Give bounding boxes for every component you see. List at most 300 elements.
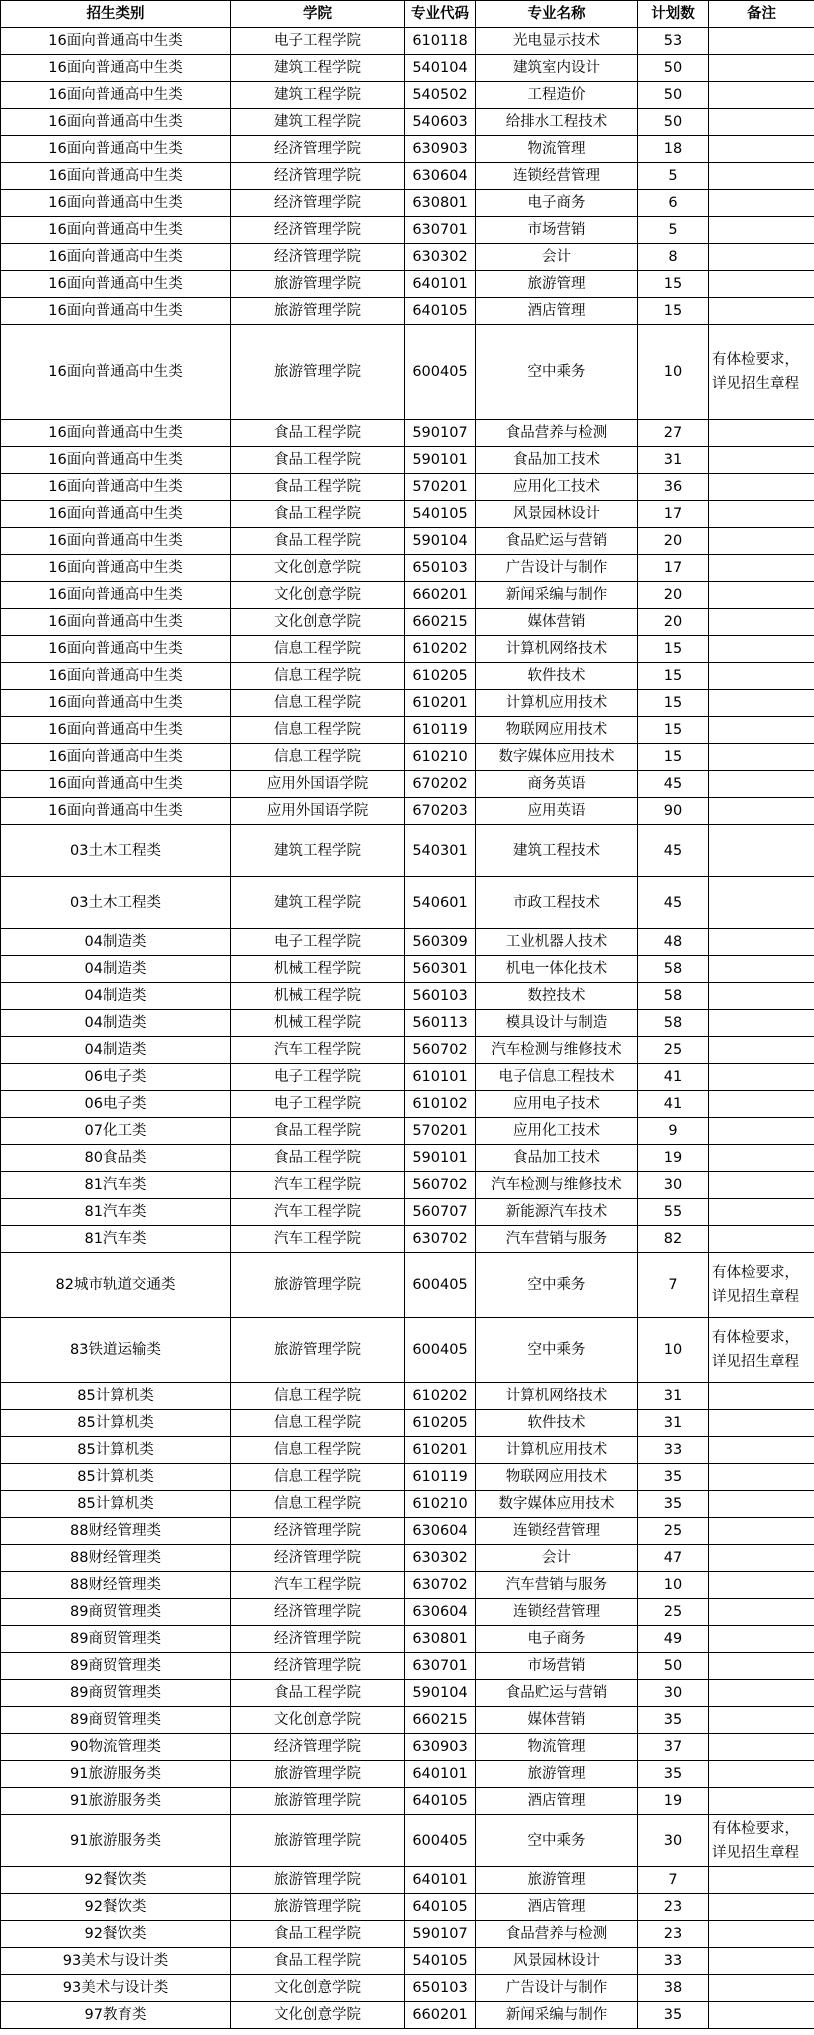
plan-count-cell: 48 <box>638 929 709 956</box>
table-row <box>1 1437 814 1464</box>
major-name-cell: 建筑室内设计 <box>476 55 638 82</box>
major-name-cell: 广告设计与制作 <box>476 555 638 582</box>
table-row <box>1 447 814 474</box>
major-code-cell: 640101 <box>405 1761 476 1788</box>
college-cell: 文化创意学院 <box>231 2002 405 2029</box>
remarks-cell <box>709 501 814 528</box>
table-row <box>1 528 814 555</box>
table-row <box>1 717 814 744</box>
plan-count-cell: 49 <box>638 1626 709 1653</box>
major-name-cell: 电子商务 <box>476 1626 638 1653</box>
major-code-cell: 660201 <box>405 2002 476 2029</box>
major-code-cell: 610205 <box>405 663 476 690</box>
major-code-cell: 630604 <box>405 1599 476 1626</box>
category-cell: 88财经管理类 <box>1 1545 231 1572</box>
table-row <box>1 1867 814 1894</box>
remarks-cell <box>709 1572 814 1599</box>
table-row <box>1 771 814 798</box>
major-name-cell: 模具设计与制造 <box>476 1010 638 1037</box>
major-code-cell: 560707 <box>405 1199 476 1226</box>
college-cell: 汽车工程学院 <box>231 1172 405 1199</box>
remarks-cell <box>709 1172 814 1199</box>
college-cell: 电子工程学院 <box>231 1091 405 1118</box>
college-cell: 信息工程学院 <box>231 663 405 690</box>
remarks-cell <box>709 1761 814 1788</box>
plan-count-cell: 45 <box>638 825 709 877</box>
plan-count-cell: 45 <box>638 771 709 798</box>
major-code-cell: 570201 <box>405 474 476 501</box>
remarks-cell <box>709 1383 814 1410</box>
remarks-cell <box>709 929 814 956</box>
college-cell: 经济管理学院 <box>231 217 405 244</box>
remarks-cell <box>709 1680 814 1707</box>
category-cell: 16面向普通高中生类 <box>1 217 231 244</box>
major-code-cell: 600405 <box>405 325 476 420</box>
major-name-cell: 市场营销 <box>476 217 638 244</box>
major-code-cell: 600405 <box>405 1253 476 1318</box>
major-name-cell: 空中乘务 <box>476 1318 638 1383</box>
table-row <box>1 1921 814 1948</box>
college-cell: 旅游管理学院 <box>231 271 405 298</box>
major-code-cell: 610119 <box>405 717 476 744</box>
category-cell: 91旅游服务类 <box>1 1788 231 1815</box>
category-cell: 16面向普通高中生类 <box>1 501 231 528</box>
major-name-cell: 应用化工技术 <box>476 1118 638 1145</box>
plan-count-cell: 20 <box>638 609 709 636</box>
major-name-cell: 计算机网络技术 <box>476 1383 638 1410</box>
table-row <box>1 82 814 109</box>
major-name-cell: 给排水工程技术 <box>476 109 638 136</box>
college-cell: 食品工程学院 <box>231 1118 405 1145</box>
category-cell: 04制造类 <box>1 1010 231 1037</box>
major-name-cell: 食品贮运与营销 <box>476 528 638 555</box>
table-row <box>1 555 814 582</box>
remarks-cell <box>709 1707 814 1734</box>
college-cell: 旅游管理学院 <box>231 1788 405 1815</box>
plan-count-cell: 90 <box>638 798 709 825</box>
table-row <box>1 1318 814 1383</box>
plan-count-cell: 35 <box>638 1707 709 1734</box>
remarks-cell <box>709 82 814 109</box>
college-cell: 应用外国语学院 <box>231 798 405 825</box>
plan-count-cell: 10 <box>638 1318 709 1383</box>
remarks-cell <box>709 271 814 298</box>
header-major-code: 专业代码 <box>405 1 476 28</box>
major-code-cell: 670202 <box>405 771 476 798</box>
college-cell: 食品工程学院 <box>231 1145 405 1172</box>
major-code-cell: 560103 <box>405 983 476 1010</box>
table-row <box>1 956 814 983</box>
remarks-cell <box>709 663 814 690</box>
category-cell: 16面向普通高中生类 <box>1 717 231 744</box>
major-code-cell: 630604 <box>405 163 476 190</box>
category-cell: 16面向普通高中生类 <box>1 609 231 636</box>
major-code-cell: 610201 <box>405 1437 476 1464</box>
table-row <box>1 1037 814 1064</box>
table-row <box>1 55 814 82</box>
college-cell: 电子工程学院 <box>231 929 405 956</box>
plan-count-cell: 23 <box>638 1921 709 1948</box>
major-code-cell: 660215 <box>405 609 476 636</box>
remarks-cell <box>709 28 814 55</box>
table-row <box>1 271 814 298</box>
major-code-cell: 590104 <box>405 1680 476 1707</box>
major-code-cell: 630801 <box>405 190 476 217</box>
category-cell: 16面向普通高中生类 <box>1 244 231 271</box>
college-cell: 信息工程学院 <box>231 636 405 663</box>
table-row <box>1 582 814 609</box>
plan-count-cell: 36 <box>638 474 709 501</box>
remarks-cell <box>709 744 814 771</box>
remarks-cell <box>709 582 814 609</box>
major-name-cell: 风景园林设计 <box>476 1948 638 1975</box>
college-cell: 汽车工程学院 <box>231 1199 405 1226</box>
major-code-cell: 630302 <box>405 244 476 271</box>
plan-count-cell: 19 <box>638 1788 709 1815</box>
plan-count-cell: 50 <box>638 109 709 136</box>
table-row <box>1 1172 814 1199</box>
category-cell: 16面向普通高中生类 <box>1 28 231 55</box>
major-name-cell: 空中乘务 <box>476 1253 638 1318</box>
major-name-cell: 会计 <box>476 244 638 271</box>
college-cell: 食品工程学院 <box>231 1948 405 1975</box>
category-cell: 88财经管理类 <box>1 1518 231 1545</box>
major-name-cell: 新能源汽车技术 <box>476 1199 638 1226</box>
major-code-cell: 630903 <box>405 136 476 163</box>
college-cell: 食品工程学院 <box>231 501 405 528</box>
major-code-cell: 540601 <box>405 877 476 929</box>
remarks-cell <box>709 1491 814 1518</box>
major-code-cell: 610202 <box>405 1383 476 1410</box>
category-cell: 16面向普通高中生类 <box>1 744 231 771</box>
category-cell: 89商贸管理类 <box>1 1653 231 1680</box>
college-cell: 经济管理学院 <box>231 1545 405 1572</box>
major-code-cell: 610205 <box>405 1410 476 1437</box>
college-cell: 食品工程学院 <box>231 1680 405 1707</box>
table-row <box>1 1761 814 1788</box>
table-row <box>1 877 814 929</box>
major-name-cell: 旅游管理 <box>476 271 638 298</box>
plan-count-cell: 35 <box>638 1491 709 1518</box>
remarks-cell <box>709 474 814 501</box>
category-cell: 16面向普通高中生类 <box>1 271 231 298</box>
college-cell: 旅游管理学院 <box>231 1253 405 1318</box>
category-cell: 07化工类 <box>1 1118 231 1145</box>
remarks-cell <box>709 109 814 136</box>
table-row <box>1 1410 814 1437</box>
header-plan-count: 计划数 <box>638 1 709 28</box>
major-name-cell: 商务英语 <box>476 771 638 798</box>
major-name-cell: 酒店管理 <box>476 1788 638 1815</box>
major-code-cell: 650103 <box>405 1975 476 2002</box>
major-name-cell: 风景园林设计 <box>476 501 638 528</box>
major-name-cell: 软件技术 <box>476 1410 638 1437</box>
major-code-cell: 560702 <box>405 1037 476 1064</box>
major-name-cell: 电子信息工程技术 <box>476 1064 638 1091</box>
category-cell: 04制造类 <box>1 983 231 1010</box>
plan-count-cell: 15 <box>638 298 709 325</box>
major-code-cell: 610210 <box>405 744 476 771</box>
plan-count-cell: 58 <box>638 983 709 1010</box>
major-name-cell: 机电一体化技术 <box>476 956 638 983</box>
major-name-cell: 工业机器人技术 <box>476 929 638 956</box>
college-cell: 食品工程学院 <box>231 528 405 555</box>
major-name-cell: 计算机应用技术 <box>476 690 638 717</box>
plan-count-cell: 30 <box>638 1815 709 1867</box>
college-cell: 信息工程学院 <box>231 744 405 771</box>
category-cell: 04制造类 <box>1 956 231 983</box>
major-name-cell: 食品营养与检测 <box>476 1921 638 1948</box>
remarks-cell: 有体检要求，详见招生章程 <box>709 1815 814 1867</box>
major-code-cell: 640105 <box>405 1894 476 1921</box>
major-code-cell: 610201 <box>405 690 476 717</box>
major-name-cell: 物联网应用技术 <box>476 717 638 744</box>
college-cell: 旅游管理学院 <box>231 325 405 420</box>
category-cell: 91旅游服务类 <box>1 1815 231 1867</box>
table-row <box>1 1707 814 1734</box>
header-category: 招生类别 <box>1 1 231 28</box>
category-cell: 89商贸管理类 <box>1 1599 231 1626</box>
major-name-cell: 连锁经营管理 <box>476 1518 638 1545</box>
plan-count-cell: 17 <box>638 555 709 582</box>
remarks-cell <box>709 825 814 877</box>
table-row <box>1 109 814 136</box>
major-code-cell: 590107 <box>405 1921 476 1948</box>
plan-count-cell: 18 <box>638 136 709 163</box>
remarks-cell <box>709 190 814 217</box>
category-cell: 89商贸管理类 <box>1 1626 231 1653</box>
major-code-cell: 590107 <box>405 420 476 447</box>
major-code-cell: 660201 <box>405 582 476 609</box>
table-row <box>1 744 814 771</box>
college-cell: 旅游管理学院 <box>231 298 405 325</box>
college-cell: 食品工程学院 <box>231 420 405 447</box>
category-cell: 16面向普通高中生类 <box>1 136 231 163</box>
table-row <box>1 1734 814 1761</box>
major-name-cell: 食品贮运与营销 <box>476 1680 638 1707</box>
table-row <box>1 1680 814 1707</box>
college-cell: 经济管理学院 <box>231 1653 405 1680</box>
plan-count-cell: 25 <box>638 1518 709 1545</box>
major-code-cell: 600405 <box>405 1318 476 1383</box>
category-cell: 89商贸管理类 <box>1 1680 231 1707</box>
remarks-cell <box>709 1948 814 1975</box>
category-cell: 04制造类 <box>1 1037 231 1064</box>
major-code-cell: 640105 <box>405 298 476 325</box>
college-cell: 旅游管理学院 <box>231 1867 405 1894</box>
major-name-cell: 工程造价 <box>476 82 638 109</box>
table-row <box>1 474 814 501</box>
category-cell: 85计算机类 <box>1 1410 231 1437</box>
remarks-cell: 有体检要求，详见招生章程 <box>709 325 814 420</box>
college-cell: 信息工程学院 <box>231 1437 405 1464</box>
plan-count-cell: 15 <box>638 744 709 771</box>
table-row <box>1 244 814 271</box>
college-cell: 机械工程学院 <box>231 956 405 983</box>
major-name-cell: 食品加工技术 <box>476 1145 638 1172</box>
category-cell: 80食品类 <box>1 1145 231 1172</box>
remarks-cell <box>709 1975 814 2002</box>
header-row <box>1 1 814 28</box>
category-cell: 93美术与设计类 <box>1 1948 231 1975</box>
major-name-cell: 酒店管理 <box>476 298 638 325</box>
table-row <box>1 636 814 663</box>
plan-count-cell: 15 <box>638 717 709 744</box>
table-row <box>1 663 814 690</box>
major-code-cell: 590104 <box>405 528 476 555</box>
major-name-cell: 数控技术 <box>476 983 638 1010</box>
remarks-cell <box>709 771 814 798</box>
table-row <box>1 325 814 420</box>
category-cell: 16面向普通高中生类 <box>1 690 231 717</box>
category-cell: 89商贸管理类 <box>1 1707 231 1734</box>
college-cell: 食品工程学院 <box>231 1921 405 1948</box>
table-row <box>1 1010 814 1037</box>
college-cell: 经济管理学院 <box>231 163 405 190</box>
major-code-cell: 540502 <box>405 82 476 109</box>
major-name-cell: 光电显示技术 <box>476 28 638 55</box>
remarks-cell <box>709 217 814 244</box>
plan-count-cell: 58 <box>638 1010 709 1037</box>
category-cell: 91旅游服务类 <box>1 1761 231 1788</box>
category-cell: 85计算机类 <box>1 1464 231 1491</box>
plan-count-cell: 37 <box>638 1734 709 1761</box>
plan-count-cell: 58 <box>638 956 709 983</box>
major-name-cell: 新闻采编与制作 <box>476 582 638 609</box>
table-row <box>1 136 814 163</box>
category-cell: 81汽车类 <box>1 1199 231 1226</box>
remarks-cell <box>709 1518 814 1545</box>
header-college: 学院 <box>231 1 405 28</box>
table-row <box>1 1064 814 1091</box>
table-row <box>1 1145 814 1172</box>
plan-count-cell: 55 <box>638 1199 709 1226</box>
category-cell: 97教育类 <box>1 2002 231 2029</box>
major-code-cell: 560309 <box>405 929 476 956</box>
major-name-cell: 软件技术 <box>476 663 638 690</box>
major-code-cell: 630801 <box>405 1626 476 1653</box>
table-row <box>1 1815 814 1867</box>
remarks-cell <box>709 163 814 190</box>
college-cell: 旅游管理学院 <box>231 1815 405 1867</box>
table-row <box>1 1199 814 1226</box>
remarks-cell <box>709 244 814 271</box>
plan-count-cell: 8 <box>638 244 709 271</box>
college-cell: 经济管理学院 <box>231 1734 405 1761</box>
category-cell: 16面向普通高中生类 <box>1 528 231 555</box>
category-cell: 92餐饮类 <box>1 1894 231 1921</box>
table-row <box>1 983 814 1010</box>
major-name-cell: 应用英语 <box>476 798 638 825</box>
college-cell: 旅游管理学院 <box>231 1318 405 1383</box>
plan-count-cell: 38 <box>638 1975 709 2002</box>
college-cell: 食品工程学院 <box>231 474 405 501</box>
major-code-cell: 630701 <box>405 217 476 244</box>
major-name-cell: 计算机应用技术 <box>476 1437 638 1464</box>
major-name-cell: 应用化工技术 <box>476 474 638 501</box>
major-code-cell: 630604 <box>405 1518 476 1545</box>
major-name-cell: 空中乘务 <box>476 1815 638 1867</box>
remarks-cell <box>709 717 814 744</box>
major-code-cell: 590101 <box>405 447 476 474</box>
college-cell: 经济管理学院 <box>231 1518 405 1545</box>
major-code-cell: 540104 <box>405 55 476 82</box>
major-name-cell: 汽车检测与维修技术 <box>476 1037 638 1064</box>
plan-count-cell: 31 <box>638 447 709 474</box>
college-cell: 建筑工程学院 <box>231 109 405 136</box>
table-row <box>1 1518 814 1545</box>
plan-count-cell: 15 <box>638 636 709 663</box>
category-cell: 16面向普通高中生类 <box>1 555 231 582</box>
major-code-cell: 590101 <box>405 1145 476 1172</box>
plan-count-cell: 10 <box>638 325 709 420</box>
table-row <box>1 1118 814 1145</box>
college-cell: 建筑工程学院 <box>231 82 405 109</box>
category-cell: 16面向普通高中生类 <box>1 798 231 825</box>
college-cell: 机械工程学院 <box>231 983 405 1010</box>
remarks-cell <box>709 1921 814 1948</box>
major-code-cell: 670203 <box>405 798 476 825</box>
remarks-cell <box>709 1437 814 1464</box>
major-code-cell: 610118 <box>405 28 476 55</box>
major-code-cell: 600405 <box>405 1815 476 1867</box>
plan-count-cell: 31 <box>638 1383 709 1410</box>
plan-count-cell: 50 <box>638 1653 709 1680</box>
category-cell: 16面向普通高中生类 <box>1 325 231 420</box>
table-row <box>1 1545 814 1572</box>
plan-count-cell: 50 <box>638 55 709 82</box>
remarks-cell <box>709 1118 814 1145</box>
remarks-cell <box>709 1734 814 1761</box>
table-row <box>1 690 814 717</box>
major-code-cell: 540301 <box>405 825 476 877</box>
major-name-cell: 空中乘务 <box>476 325 638 420</box>
table-row <box>1 798 814 825</box>
major-code-cell: 650103 <box>405 555 476 582</box>
table-row <box>1 420 814 447</box>
table-row <box>1 1599 814 1626</box>
category-cell: 88财经管理类 <box>1 1572 231 1599</box>
plan-count-cell: 30 <box>638 1680 709 1707</box>
major-name-cell: 物流管理 <box>476 136 638 163</box>
college-cell: 经济管理学院 <box>231 190 405 217</box>
plan-count-cell: 47 <box>638 1545 709 1572</box>
major-name-cell: 媒体营销 <box>476 1707 638 1734</box>
category-cell: 92餐饮类 <box>1 1921 231 1948</box>
college-cell: 信息工程学院 <box>231 717 405 744</box>
major-code-cell: 540603 <box>405 109 476 136</box>
category-cell: 16面向普通高中生类 <box>1 636 231 663</box>
major-code-cell: 630302 <box>405 1545 476 1572</box>
remarks-cell <box>709 798 814 825</box>
major-name-cell: 数字媒体应用技术 <box>476 1491 638 1518</box>
major-code-cell: 630701 <box>405 1653 476 1680</box>
plan-count-cell: 25 <box>638 1599 709 1626</box>
table-row <box>1 825 814 877</box>
table-body <box>1 28 814 2029</box>
category-cell: 16面向普通高中生类 <box>1 582 231 609</box>
plan-count-cell: 31 <box>638 1410 709 1437</box>
major-name-cell: 应用电子技术 <box>476 1091 638 1118</box>
category-cell: 16面向普通高中生类 <box>1 190 231 217</box>
plan-count-cell: 20 <box>638 582 709 609</box>
table-row <box>1 298 814 325</box>
remarks-cell <box>709 1145 814 1172</box>
major-code-cell: 610119 <box>405 1464 476 1491</box>
plan-count-cell: 53 <box>638 28 709 55</box>
college-cell: 信息工程学院 <box>231 1464 405 1491</box>
college-cell: 旅游管理学院 <box>231 1761 405 1788</box>
